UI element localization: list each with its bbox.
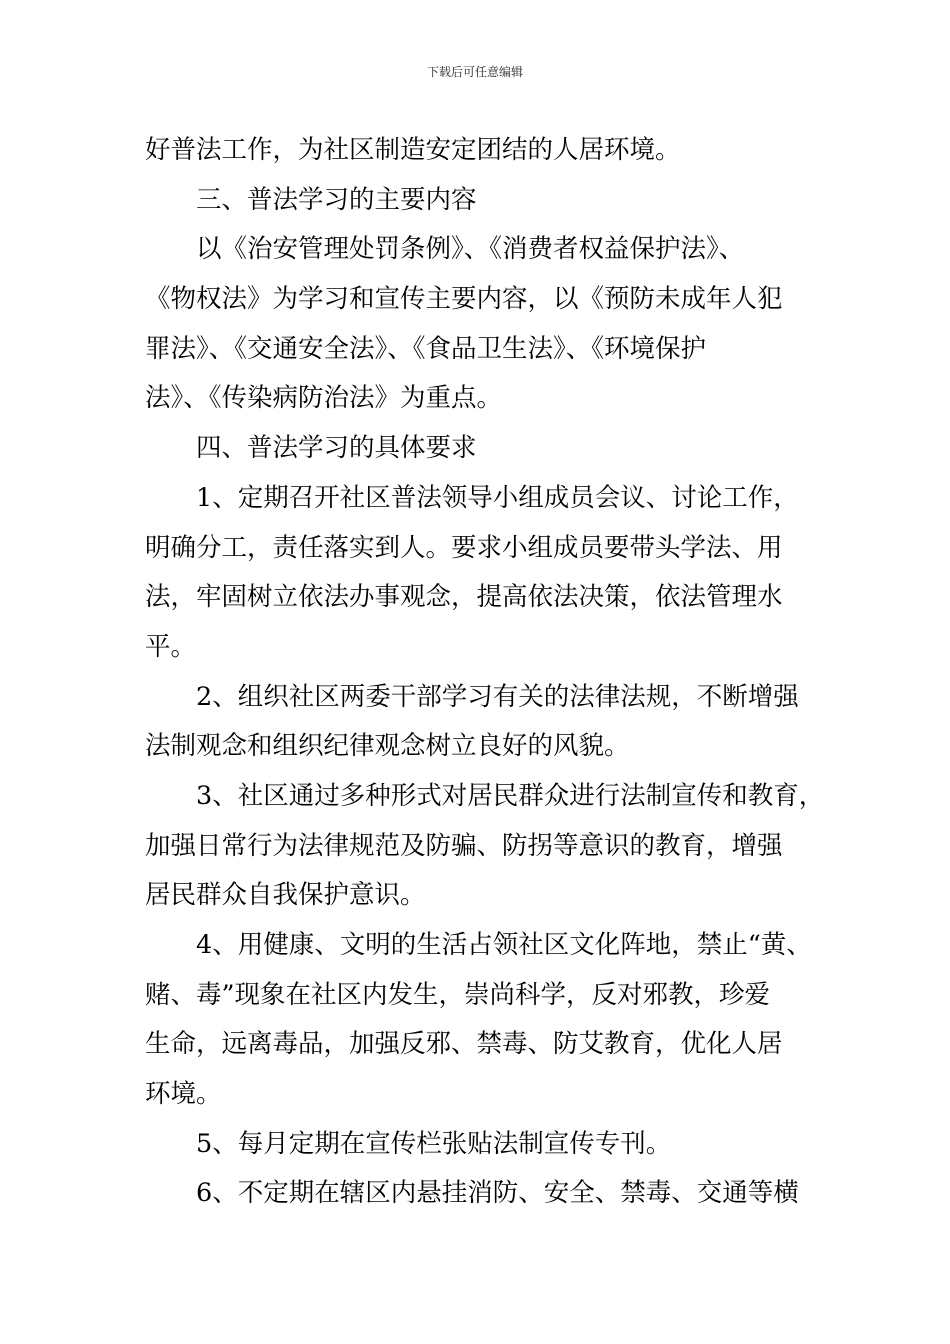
- list-item: 2、组织社区两委干部学习有关的法律法规，不断增强: [196, 681, 799, 712]
- text-line: 居民群众自我保护意识。: [145, 880, 426, 911]
- text-line: 好普法工作，为社区制造安定团结的人居环境。: [145, 135, 681, 165]
- text-line: 罪法》、《交通安全法》、《食品卫生法》、《环境保护: [145, 333, 707, 364]
- page-header: 下载后可任意编辑: [426, 65, 523, 79]
- text-line: 生命，远离毒品，加强反邪、禁毒、防艾教育，优化人居: [145, 1029, 783, 1060]
- text-line: 《物权法》为学习和宣传主要内容，以《预防未成年人犯: [145, 284, 783, 315]
- list-item: 3、社区通过多种形式对居民群众进行法制宣传和教育，: [196, 780, 825, 811]
- text-line: 赌、毒”现象在社区内发生，崇尚科学，反对邪教，珍爱: [145, 979, 771, 1010]
- text-line: 环境。: [145, 1079, 222, 1110]
- document-body: [145, 126, 825, 1219]
- list-item: 4、用健康、文明的生活占领社区文化阵地，禁止“黄、: [196, 930, 812, 960]
- section-heading: 三、普法学习的主要内容: [196, 184, 477, 215]
- list-item: 6、不定期在辖区内悬挂消防、安全、禁毒、交通等横: [196, 1178, 799, 1209]
- text-line: 明确分工，责任落实到人。要求小组成员要带头学法、用: [145, 532, 783, 563]
- text-line: 加强日常行为法律规范及防骗、防拐等意识的教育，增强: [145, 830, 783, 861]
- list-item: 5、每月定期在宣传栏张贴法制宣传专刊。: [196, 1128, 672, 1159]
- text-line: 法制观念和组织纪律观念树立良好的风貌。: [145, 731, 630, 762]
- text-line: 平。: [145, 631, 197, 662]
- text-line: 以《治安管理处罚条例》、《消费者权益保护法》、: [196, 234, 745, 265]
- list-item: 1、定期召开社区普法领导小组成员会议、讨论工作，: [196, 482, 799, 513]
- section-heading: 四、普法学习的具体要求: [196, 433, 477, 464]
- text-line: 法》、《传染病防治法》为重点。: [145, 383, 503, 414]
- text-line: 法，牢固树立依法办事观念，提高依法决策，依法管理水: [145, 582, 783, 613]
